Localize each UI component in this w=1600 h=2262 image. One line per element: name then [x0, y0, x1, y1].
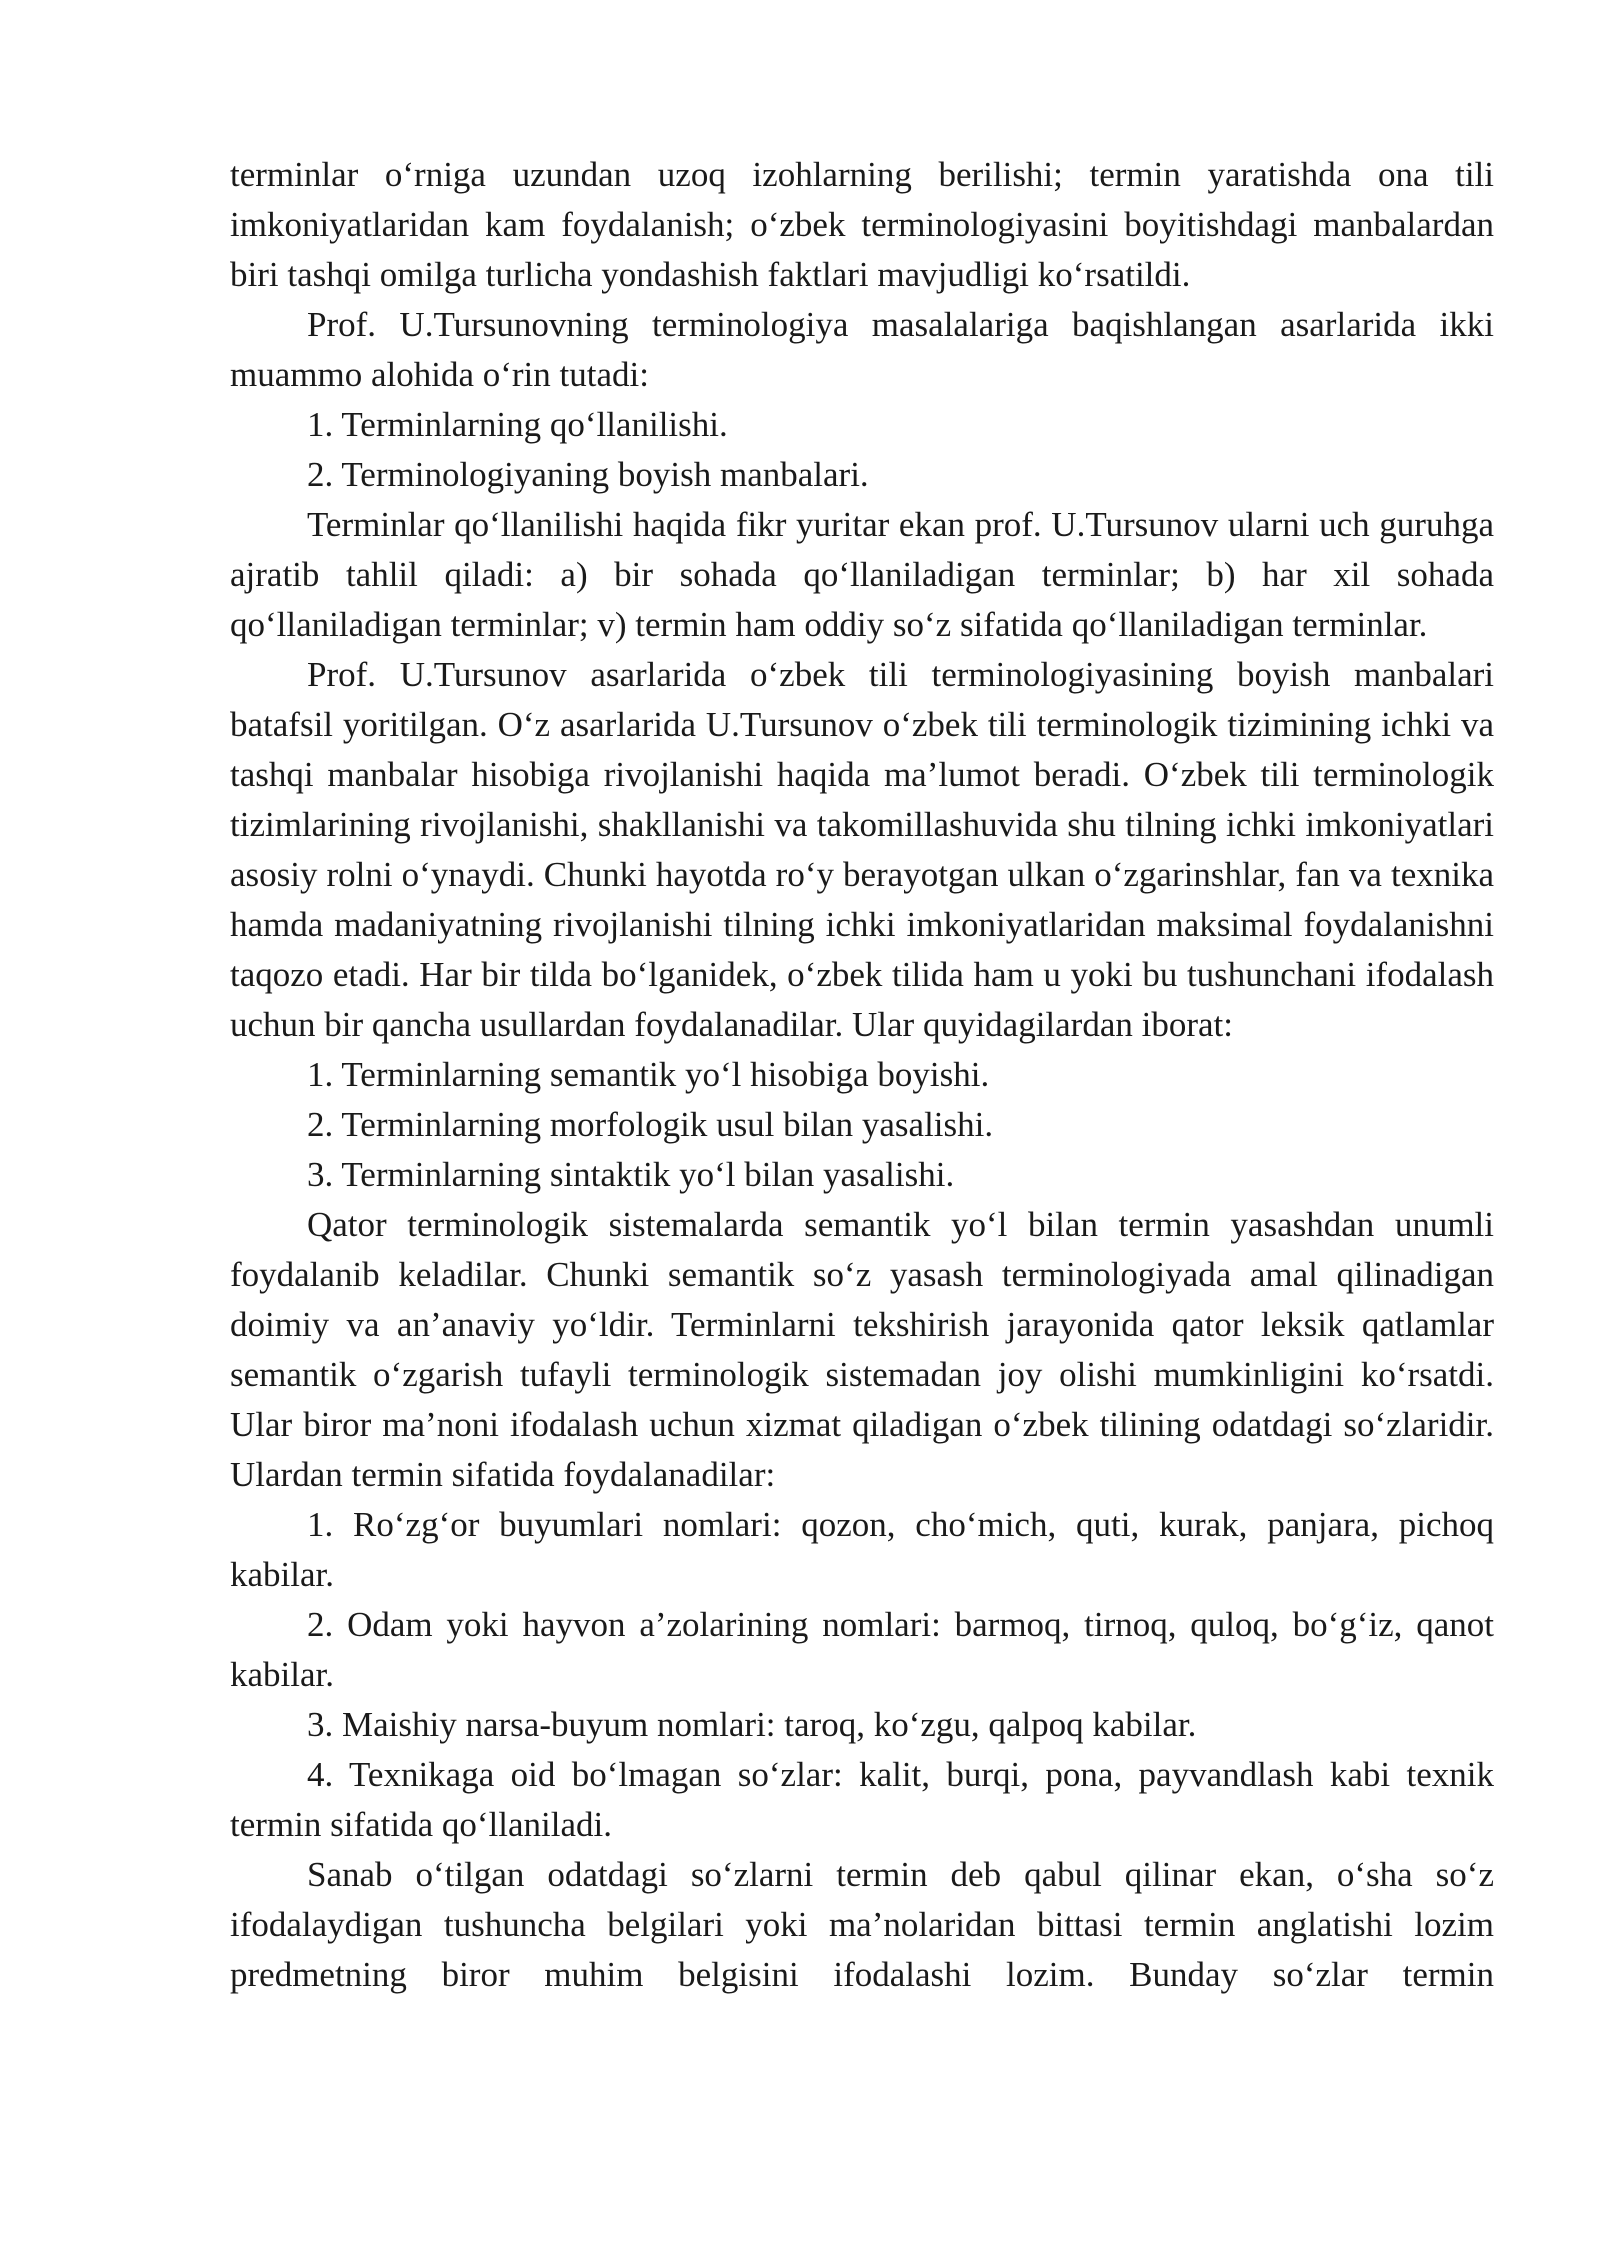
- list-item-domestic-object-names: 3. Maishiy narsa-buyum nomlari: taroq, ko‘zgu, qalpoq kabilar.: [307, 1705, 1197, 1744]
- list-item-problem-2: 2. Terminologiyaning boyish manbalari.: [307, 455, 869, 494]
- list-item-method-2: 2. Terminlarning morfologik usul bilan yasalishi.: [307, 1105, 994, 1144]
- paragraph-term-usage-groups: Terminlar qo‘llanilishi haqida fikr yuritar ekan prof. U.Tursunov ularni uch guruhga ajratib tahlil qiladi: a) bir sohada qo‘llaniladigan terminlar; b) har xil sohada qo‘llaniladigan terminlar; v) termin ham oddiy so‘z sifatida qo‘llaniladigan terminlar.: [230, 505, 1494, 644]
- paragraph-listed-words: Sanab o‘tilgan odatdagi so‘zlarni termin deb qabul qilinar ekan, o‘sha so‘z ifodalaydigan tushuncha belgilari yoki ma’nolaridan bittasi termin anglatishi lozim predmetning biror muhim belgisini ifodalashi lozim. Bunday so‘zlar termin: [230, 1855, 1494, 1994]
- list-item-body-part-names: 2. Odam yoki hayvon a’zolarining nomlari: barmoq, tirnoq, quloq, bo‘g‘iz, qanot kabilar.: [230, 1605, 1494, 1694]
- paragraph-semantic-method: Qator terminologik sistemalarda semantik yo‘l bilan termin yasashdan unumli foydalanib keladilar. Chunki semantik so‘z yasash terminologiyada amal qilinadigan doimiy va an’anaviy yo‘ldir. Terminlarni tekshirish jarayonida qator leksik qatlamlar semantik o‘zgarish tufayli terminologik sistemadan joy olishi mumkinligini ko‘rsatdi. Ular biror ma’noni ifodalash uchun xizmat qiladigan o‘zbek tilining odatdagi so‘zlaridir. Ulardan termin sifatida foydalanadilar:: [230, 1205, 1494, 1494]
- paragraph-tursunov-problems: Prof. U.Tursunovning terminologiya masalalariga baqishlangan asarlarida ikki muammo alohida o‘rin tutadi:: [230, 305, 1494, 394]
- list-item-method-1: 1. Terminlarning semantik yo‘l hisobiga boyishi.: [307, 1055, 990, 1094]
- document-page: [230, 150, 1494, 2000]
- paragraph-enrichment-sources: Prof. U.Tursunov asarlarida o‘zbek tili terminologiyasining boyish manbalari batafsil yoritilgan. O‘z asarlarida U.Tursunov o‘zbek tili terminologik tizimining ichki va tashqi manbalar hisobiga rivojlanishi haqida ma’lumot beradi. O‘zbek tili terminologik tizimlarining rivojlanishi, shakllanishi va takomillashuvida shu tilning ichki imkoniyatlari asosiy rolni o‘ynaydi. Chunki hayotda ro‘y berayotgan ulkan o‘zgarinshlar, fan va texnika hamda madaniyatning rivojlanishi tilning ichki imkoniyatlaridan maksimal foydalanishni taqozo etadi. Har bir tilda bo‘lganidek, o‘zbek tilida ham u yoki bu tushunchani ifodalash uchun bir qancha usullardan foydalanadilar. Ular quyidagilardan iborat:: [230, 655, 1494, 1044]
- paragraph-continuation: terminlar o‘rniga uzundan uzoq izohlarning berilishi; termin yaratishda ona tili imkoniyatlaridan kam foydalanish; o‘zbek terminologiyasini boyitishdagi manbalardan biri tashqi omilga turlicha yondashish faktlari mavjudligi ko‘rsatildi.: [230, 155, 1494, 294]
- list-item-problem-1: 1. Terminlarning qo‘llanilishi.: [307, 405, 728, 444]
- list-item-household-names: 1. Ro‘zg‘or buyumlari nomlari: qozon, cho‘mich, quti, kurak, panjara, pichoq kabilar.: [230, 1505, 1494, 1594]
- list-item-non-technical-words: 4. Texnikaga oid bo‘lmagan so‘zlar: kalit, burqi, pona, payvandlash kabi texnik termin sifatida qo‘llaniladi.: [230, 1755, 1494, 1844]
- list-item-method-3: 3. Terminlarning sintaktik yo‘l bilan yasalishi.: [307, 1155, 955, 1194]
